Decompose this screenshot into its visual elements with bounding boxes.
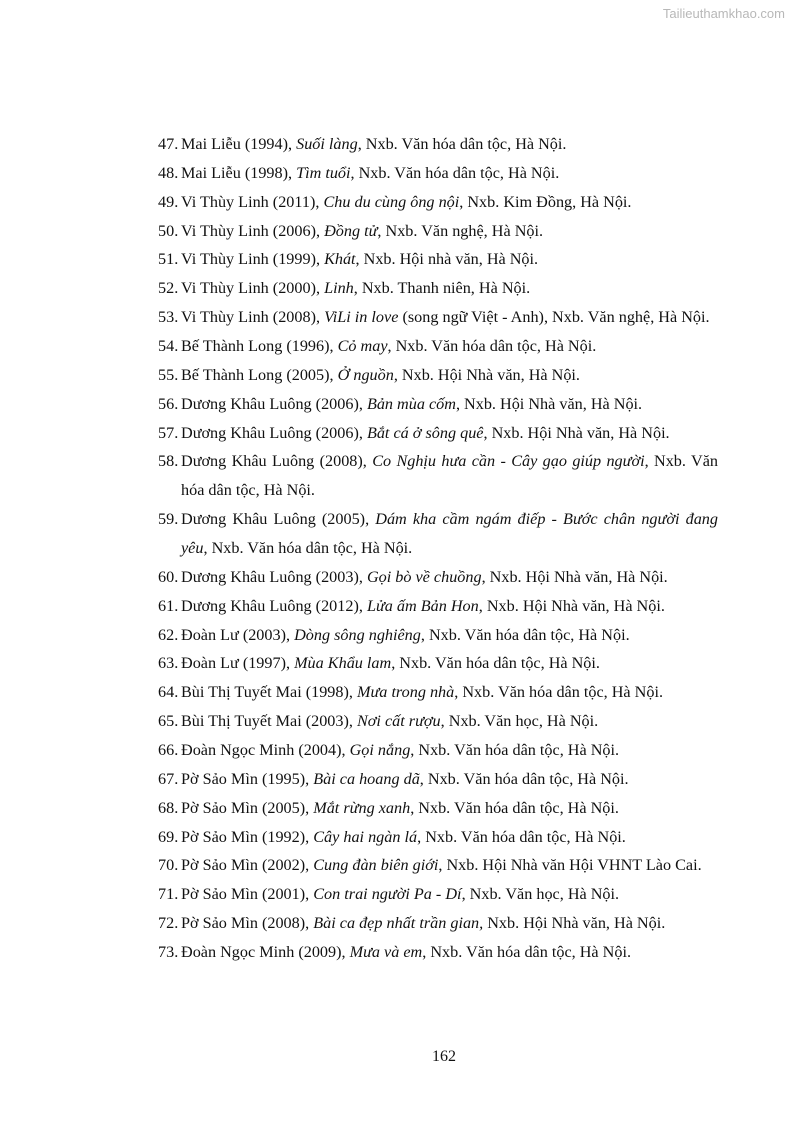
reference-publisher: , Nxb. Thanh niên, Hà Nội. [353, 279, 531, 298]
reference-item [158, 361, 718, 390]
reference-author-year: Dương Khâu Luông (2006), [181, 394, 367, 413]
reference-title: Mắt rừng xanh [313, 798, 411, 817]
reference-publisher: , Nxb. Hội Nhà văn Hội VHNT Lào Cai. [438, 856, 702, 875]
reference-publisher: , Nxb. Văn hóa dân tộc, Hà Nội. [387, 337, 597, 356]
reference-publisher: , Nxb. Hội nhà văn, Hà Nội. [355, 250, 539, 269]
reference-author-year: Đoàn Lư (1997), [181, 654, 295, 673]
reference-publisher: (song ngữ Việt - Anh), Nxb. Văn nghệ, Hà Nội. [398, 308, 710, 327]
reference-list [158, 130, 718, 967]
reference-publisher: , Nxb. Văn hóa dân tộc, Hà Nội. [391, 654, 600, 673]
reference-number: 70. [158, 856, 179, 875]
reference-item [158, 188, 718, 217]
reference-title: Cây hai ngàn lá [313, 827, 418, 846]
page-number: 162 [432, 1048, 456, 1065]
reference-item [158, 245, 718, 274]
reference-author-year: Bùi Thị Tuyết Mai (1998), [181, 683, 357, 702]
reference-publisher: , Nxb. Văn hóa dân tộc, Hà Nội. [454, 683, 663, 702]
reference-author-year: Pờ Sảo Mìn (2002), [181, 856, 314, 875]
reference-item [158, 707, 718, 736]
reference-author-year: Mai Liễu (1994), [181, 135, 297, 153]
reference-publisher: , Nxb. Văn hóa dân tộc, Hà Nội. [203, 539, 413, 558]
reference-publisher: , Nxb. Văn hóa dân tộc, Hà Nội. [357, 135, 567, 153]
reference-item [158, 649, 718, 678]
reference-item [158, 130, 718, 159]
reference-title: Dám kha cầm ngám điếp - Bước chân người đang yêu [181, 510, 718, 558]
reference-item [158, 794, 718, 823]
reference-author-year: Vi Thùy Linh (1999), [181, 250, 325, 269]
reference-title: Nơi cất rượu [356, 712, 441, 731]
reference-publisher: , Nxb. Văn hóa dân tộc, Hà Nội. [419, 769, 629, 788]
reference-publisher: , Nxb. Văn hóa dân tộc, Hà Nội. [417, 827, 626, 846]
reference-item [158, 303, 718, 332]
reference-item [158, 447, 718, 505]
reference-title: Linh [324, 279, 354, 298]
reference-publisher: , Nxb. Văn hóa dân tộc, Hà Nội. [422, 943, 631, 962]
reference-number: 50. [158, 221, 179, 240]
reference-title: Mùa Khẩu lam [294, 654, 392, 673]
reference-number: 57. [158, 423, 179, 442]
reference-number: 62. [158, 625, 179, 644]
reference-item [158, 274, 718, 303]
reference-item [158, 823, 718, 852]
reference-author-year: Dương Khâu Luông (2008), [181, 452, 373, 471]
reference-publisher: , Nxb. Văn học, Hà Nội. [461, 885, 620, 904]
reference-item [158, 938, 718, 967]
reference-item [158, 909, 718, 938]
reference-number: 67. [158, 769, 179, 788]
reference-publisher: , Nxb. Văn hóa dân tộc, Hà Nội. [420, 625, 630, 644]
reference-author-year: Đoàn Ngọc Minh (2009), [181, 943, 350, 962]
reference-number: 69. [158, 827, 179, 846]
reference-item [158, 332, 718, 361]
reference-title: Cỏ may [337, 337, 388, 356]
reference-item [158, 621, 718, 650]
reference-title: Bản mùa cốm [366, 394, 456, 413]
reference-title: Gọi nắng [349, 741, 411, 760]
reference-number: 73. [158, 943, 179, 962]
reference-publisher: , Nxb. Hội Nhà văn, Hà Nội. [455, 394, 643, 413]
reference-number: 72. [158, 914, 179, 933]
reference-title: Cung đàn biên giới [313, 856, 439, 875]
reference-number: 65. [158, 712, 179, 731]
reference-title: Chu du cùng ông nội [323, 192, 460, 211]
reference-title: ViLi in love [324, 308, 399, 327]
reference-title: Con trai người Pa - Dí [313, 885, 462, 904]
reference-number: 54. [158, 337, 179, 356]
reference-author-year: Pờ Sảo Mìn (2001), [181, 885, 314, 904]
reference-publisher: , Nxb. Hội Nhà văn, Hà Nội. [481, 567, 668, 586]
reference-item [158, 159, 718, 188]
reference-title: Mưa trong nhà [356, 683, 455, 702]
reference-title: Khát [324, 250, 356, 269]
reference-author-year: Vi Thùy Linh (2008), [181, 308, 325, 327]
reference-item [158, 390, 718, 419]
reference-title: Bài ca hoang dã [313, 769, 420, 788]
reference-item [158, 217, 718, 246]
reference-number: 51. [158, 250, 179, 269]
reference-publisher: , Nxb. Văn nghệ, Hà Nội. [377, 221, 544, 240]
reference-publisher: , Nxb. Văn hóa dân tộc, Hà Nội. [410, 798, 619, 817]
reference-author-year: Bế Thành Long (2005), [181, 365, 338, 384]
reference-number: 49. [158, 192, 179, 211]
reference-title: Tìm tuổi [296, 163, 351, 182]
reference-author-year: Pờ Sảo Mìn (2005), [181, 798, 314, 817]
reference-author-year: Vi Thùy Linh (2000), [181, 279, 325, 298]
reference-publisher: Nxb. Hội Nhà văn, Hà Nội. [483, 914, 666, 933]
reference-title: Bài ca đẹp nhất trần gian, [313, 914, 484, 933]
reference-item [158, 419, 718, 448]
reference-number: 64. [158, 683, 179, 702]
reference-author-year: Pờ Sảo Mìn (2008), [181, 914, 314, 933]
reference-number: 68. [158, 798, 179, 817]
reference-publisher: , Nxb. Hội Nhà văn, Hà Nội. [393, 365, 580, 384]
reference-number: 47. [158, 135, 179, 153]
reference-title: Lửa ấm Bản Hon [366, 596, 479, 615]
reference-item [158, 592, 718, 621]
reference-item [158, 505, 718, 563]
reference-author-year: Đoàn Lư (2003), [181, 625, 295, 644]
reference-publisher: , Nxb. Hội Nhà văn, Hà Nội. [483, 423, 670, 442]
watermark: Tailieuthamkhao.com [662, 6, 785, 21]
reference-number: 56. [158, 394, 179, 413]
reference-number: 66. [158, 741, 179, 760]
reference-title: Gọi bò về chuồng [366, 567, 482, 586]
reference-author-year: Bùi Thị Tuyết Mai (2003), [181, 712, 357, 731]
reference-author-year: Vi Thùy Linh (2006), [181, 221, 325, 240]
reference-title: Đồng tử [324, 221, 378, 240]
reference-publisher: , Nxb. Văn học, Hà Nội. [440, 712, 599, 731]
reference-number: 71. [158, 885, 179, 904]
reference-publisher: , Nxb. Văn hóa dân tộc, Hà Nội. [410, 741, 620, 760]
reference-title: Dòng sông nghiêng [294, 625, 421, 644]
reference-number: 52. [158, 279, 179, 298]
reference-title: Co Nghịu hưa cần - Cây gạo giúp người [372, 452, 645, 471]
reference-item [158, 880, 718, 909]
reference-title: Mưa và em [349, 943, 423, 962]
reference-author-year: Pờ Sảo Mìn (1992), [181, 827, 314, 846]
reference-author-year: Mai Liễu (1998), [181, 163, 297, 182]
reference-title: Bắt cá ở sông quê [366, 423, 484, 442]
reference-publisher: , Nxb. Văn hóa dân tộc, Hà Nội. [181, 452, 718, 500]
reference-author-year: Vi Thùy Linh (2011), [181, 192, 324, 211]
reference-publisher: , Nxb. Hội Nhà văn, Hà Nội. [478, 596, 665, 615]
reference-author-year: Dương Khâu Luông (2005), [181, 510, 376, 529]
reference-item [158, 736, 718, 765]
reference-item [158, 678, 718, 707]
reference-number: 58. [158, 452, 179, 471]
reference-number: 61. [158, 596, 179, 615]
reference-number: 48. [158, 163, 179, 182]
reference-author-year: Dương Khâu Luông (2003), [181, 567, 367, 586]
reference-number: 63. [158, 654, 179, 673]
reference-author-year: Pờ Sảo Mìn (1995), [181, 769, 314, 788]
reference-number: 59. [158, 510, 179, 529]
reference-number: 60. [158, 567, 179, 586]
reference-author-year: Bế Thành Long (1996), [181, 337, 338, 356]
reference-author-year: Dương Khâu Luông (2012), [181, 596, 367, 615]
reference-publisher: , Nxb. Văn hóa dân tộc, Hà Nội. [350, 163, 560, 182]
reference-number: 53. [158, 308, 179, 327]
reference-title: Suối làng [296, 135, 358, 153]
reference-publisher: , Nxb. Kim Đồng, Hà Nội. [459, 192, 632, 211]
reference-title: Ở nguồn [337, 365, 394, 384]
reference-author-year: Đoàn Ngọc Minh (2004), [181, 741, 350, 760]
reference-item [158, 851, 718, 880]
reference-number: 55. [158, 365, 179, 384]
reference-item [158, 563, 718, 592]
reference-author-year: Dương Khâu Luông (2006), [181, 423, 367, 442]
reference-item [158, 765, 718, 794]
